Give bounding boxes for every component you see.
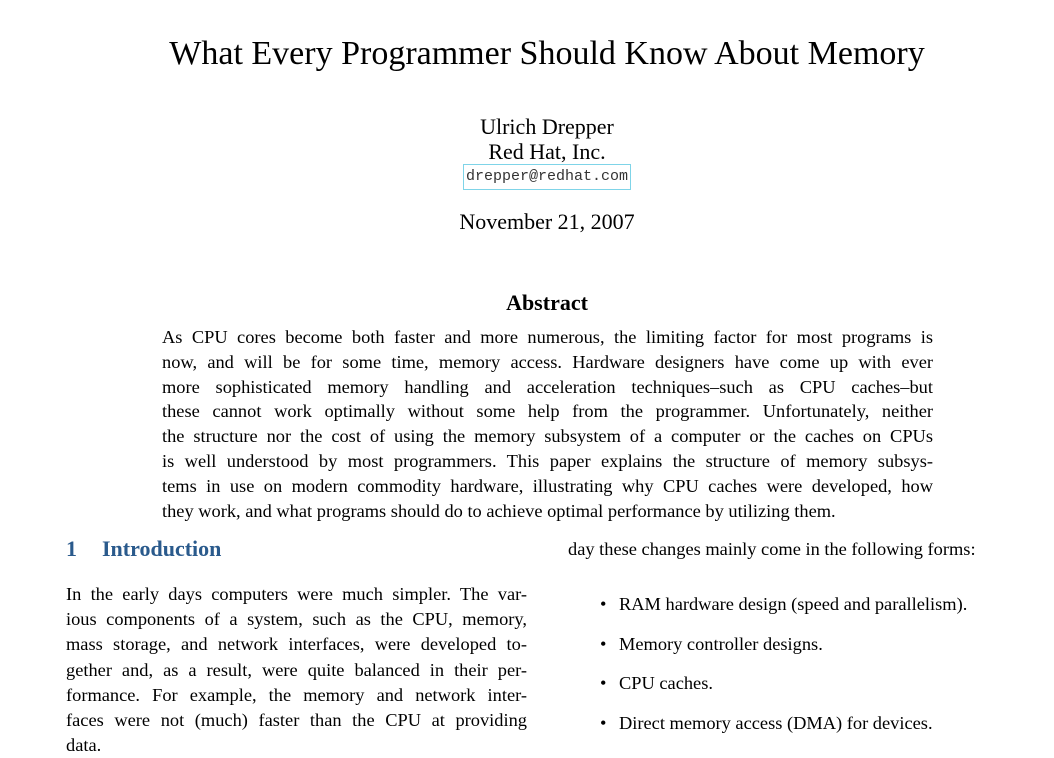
introduction-paragraph	[66, 582, 527, 758]
list-item	[600, 632, 967, 672]
bullet-icon: •	[600, 712, 607, 733]
paragraph-line: gether and, as a result, were quite balanced in their per-	[66, 659, 527, 680]
bullet-icon: •	[600, 673, 607, 693]
abstract-line: these cannot work optimally without some help from the programmer. Unfortunately, neither	[162, 401, 933, 422]
abstract-line: tems in use on modern commodity hardware, illustrating why CPU caches were developed, how	[162, 475, 933, 496]
abstract-line: is well understood by most programmers. This paper explains the structure of memory subsys-	[162, 450, 933, 471]
author-name: Ulrich Drepper	[480, 114, 614, 139]
list-item	[600, 671, 967, 711]
section-heading-introduction[interactable]	[66, 535, 221, 563]
list-item-text: CPU caches.	[619, 673, 713, 693]
author-email-link[interactable]: drepper@redhat.com	[463, 164, 631, 190]
author-affiliation: Red Hat, Inc.	[488, 139, 606, 164]
column2-lead-text: day these changes mainly come in the following forms:	[568, 539, 976, 559]
email-container	[0, 164, 1054, 190]
list-item-text: Memory controller designs.	[619, 633, 823, 654]
changes-bullet-list	[600, 592, 967, 750]
abstract-body	[162, 325, 933, 523]
abstract-line: As CPU cores become both faster and more numerous, the limiting factor for most programs is	[162, 327, 933, 347]
abstract-line: the structure nor the cost of using the memory subsystem of a computer or the caches on CPUs	[162, 426, 933, 447]
bullet-icon: •	[600, 594, 607, 614]
list-item-text: Direct memory access (DMA) for devices.	[619, 712, 933, 733]
abstract-line: they work, and what programs should do to achieve optimal performance by utilizing them.	[162, 500, 836, 521]
paragraph-line: data.	[66, 735, 102, 756]
section-number: 1	[66, 536, 77, 561]
paragraph-line: ious components of a system, such as the CPU, memory,	[66, 609, 527, 630]
abstract-line: more sophisticated memory handling and acceleration techniques–such as CPU caches–but	[162, 376, 933, 397]
list-item	[600, 711, 967, 751]
paragraph-line: In the early days computers were much simpler. The var-	[66, 584, 527, 604]
list-item-text: RAM hardware design (speed and parallelism).	[619, 594, 968, 614]
section-title: Introduction	[102, 536, 222, 561]
abstract-heading: Abstract	[506, 290, 588, 315]
paragraph-line: faces were not (much) faster than the CPU at providing	[66, 710, 527, 731]
paper-title: What Every Programmer Should Know About Memory	[169, 35, 925, 72]
paragraph-line: formance. For example, the memory and network inter-	[66, 684, 527, 705]
bullet-icon: •	[600, 633, 607, 654]
paragraph-line: mass storage, and network interfaces, were developed to-	[66, 634, 527, 655]
publication-date: November 21, 2007	[459, 209, 635, 234]
list-item	[600, 592, 967, 632]
abstract-line: now, and will be for some time, memory access. Hardware designers have come up with ever	[162, 351, 933, 372]
